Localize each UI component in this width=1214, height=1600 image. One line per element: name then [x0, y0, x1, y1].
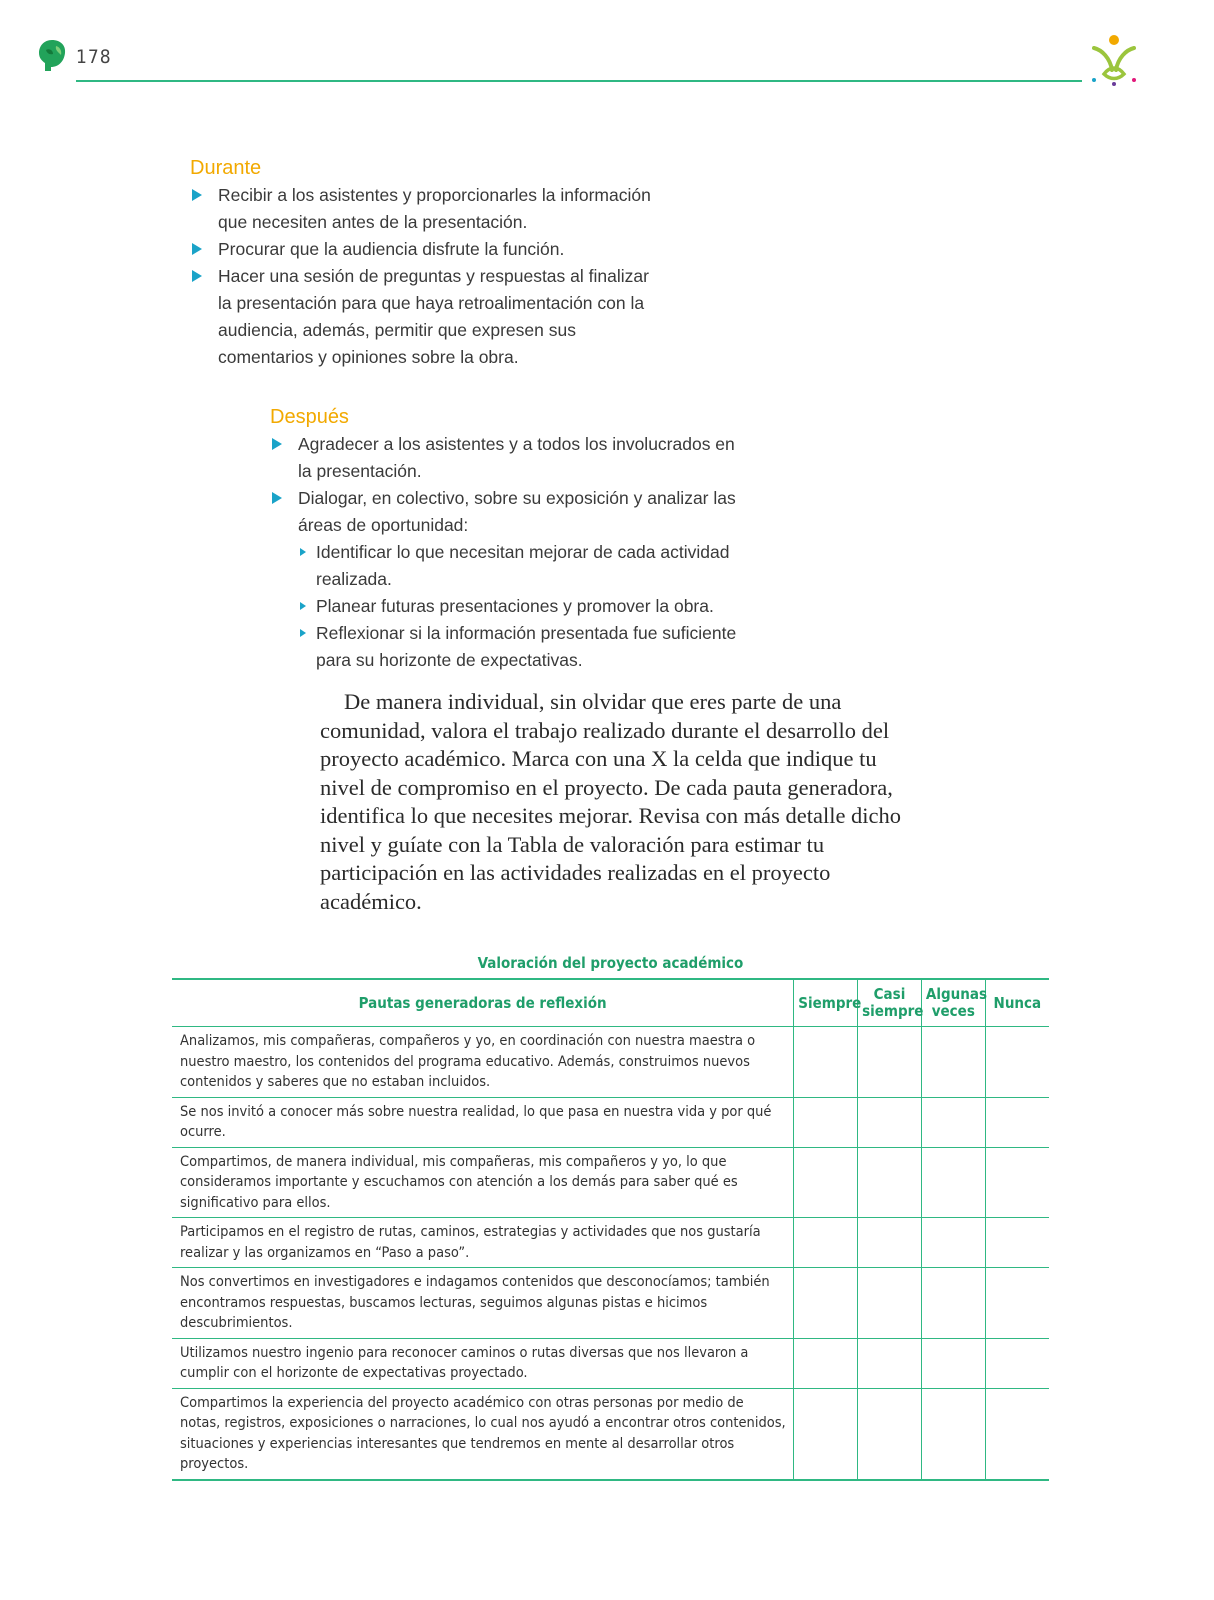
small-bullet-icon — [300, 548, 306, 556]
bullet-icon — [192, 243, 202, 255]
mark-cell-nunca[interactable] — [985, 1388, 1049, 1480]
durante-list — [190, 182, 660, 371]
despues-list — [270, 431, 740, 674]
mark-cell-algunas-veces[interactable] — [921, 1388, 985, 1480]
list-item: Agradecer a los asistentes y a todos los involucrados en la presentación. — [270, 431, 740, 485]
mark-cell-nunca[interactable] — [985, 1097, 1049, 1147]
despues-sublist — [298, 539, 740, 674]
bullet-icon — [192, 189, 202, 201]
table-title: Valoración del proyecto académico — [477, 954, 744, 972]
mark-cell-algunas-veces[interactable] — [921, 1338, 985, 1388]
table-row — [172, 1268, 1049, 1339]
pauta-cell: Analizamos, mis compañeras, compañeros y yo, en coordinación con nuestra maestra o nuestro maestro, los contenidos del programa educativo. Además, construimos nuevos contenidos y saberes que no estaban incluidos. — [172, 1027, 794, 1098]
mark-cell-nunca[interactable] — [985, 1268, 1049, 1339]
mark-cell-algunas-veces[interactable] — [921, 1218, 985, 1268]
column-header-pautas: Pautas generadoras de reflexión — [172, 979, 794, 1027]
mark-cell-siempre[interactable] — [794, 1147, 858, 1218]
pauta-cell: Compartimos la experiencia del proyecto académico con otras personas por medio de notas, registros, exposiciones o narraciones, lo cual nos ayudó a encontrar otros contenidos, situaciones y experiencias interesantes que tendremos en mente al desarrollar otros proyectos. — [172, 1388, 794, 1480]
mark-cell-siempre[interactable] — [794, 1097, 858, 1147]
table-row — [172, 1388, 1049, 1480]
table-row — [172, 1147, 1049, 1218]
bullet-icon — [272, 438, 282, 450]
mark-cell-siempre[interactable] — [794, 1027, 858, 1098]
mark-cell-algunas-veces[interactable] — [921, 1268, 985, 1339]
mark-cell-casi-siempre[interactable] — [858, 1388, 922, 1480]
mark-cell-nunca[interactable] — [985, 1027, 1049, 1098]
list-item: Procurar que la audiencia disfrute la función. — [190, 236, 660, 263]
table-row — [172, 1097, 1049, 1147]
mark-cell-algunas-veces[interactable] — [921, 1097, 985, 1147]
page-header — [0, 0, 1214, 90]
table-row — [172, 1218, 1049, 1268]
table-header-row — [172, 979, 1049, 1027]
list-item: Hacer una sesión de preguntas y respuestas al finalizar la presentación para que haya retroalimentación con la audiencia, además, permitir que expresen sus comentarios y opiniones sobre la obra. — [190, 263, 660, 371]
section-title-despues: Después — [270, 406, 349, 428]
sublist-item: Planear futuras presentaciones y promover la obra. — [298, 593, 740, 620]
small-bullet-icon — [300, 602, 306, 610]
column-header-nunca: Nunca — [985, 979, 1049, 1027]
instructions-paragraph: De manera individual, sin olvidar que eres parte de una comunidad, valora el trabajo realizado durante el desarrollo del proyecto académico. Marca con una X la celda que indique tu nivel de compromiso en el proyecto. De cada pauta generadora, identifica lo que necesites mejorar. Revisa con más detalle dicho nivel y guíate con la Tabla de valoración para estimar tu participación en las actividades realizadas en el proyecto académico. — [320, 689, 902, 914]
mark-cell-casi-siempre[interactable] — [858, 1218, 922, 1268]
green-leaf-head-icon — [36, 38, 68, 74]
table-row — [172, 1027, 1049, 1098]
table-row — [172, 1338, 1049, 1388]
pauta-cell: Utilizamos nuestro ingenio para reconocer caminos o rutas diversas que nos llevaron a cumplir con el horizonte de expectativas proyectado. — [172, 1338, 794, 1388]
mark-cell-casi-siempre[interactable] — [858, 1147, 922, 1218]
mark-cell-siempre[interactable] — [794, 1218, 858, 1268]
section-title-durante: Durante — [190, 157, 262, 179]
valuation-table — [172, 978, 1049, 1481]
pauta-cell: Participamos en el registro de rutas, caminos, estrategias y actividades que nos gustaría realizar y las organizamos en “Paso a paso”. — [172, 1218, 794, 1268]
page-number: 178 — [76, 46, 112, 68]
mark-cell-casi-siempre[interactable] — [858, 1027, 922, 1098]
pauta-cell: Nos convertimos en investigadores e indagamos contenidos que desconocíamos; también encontramos respuestas, buscamos lecturas, seguimos algunas pistas e hicimos descubrimientos. — [172, 1268, 794, 1339]
mark-cell-nunca[interactable] — [985, 1218, 1049, 1268]
mark-cell-siempre[interactable] — [794, 1388, 858, 1480]
mark-cell-nunca[interactable] — [985, 1338, 1049, 1388]
mark-cell-algunas-veces[interactable] — [921, 1027, 985, 1098]
list-item: Dialogar, en colectivo, sobre su exposición y analizar las áreas de oportunidad: Identificar lo que necesitan mejorar de cada actividad realizada. Planear futuras presentaciones y promover la obra. Reflexionar si la información presentada fue suficiente para su horizonte de expectativas. — [270, 485, 740, 674]
column-header-algunas-veces: Algunas veces — [921, 979, 985, 1027]
column-header-casi-siempre: Casi siempre — [858, 979, 922, 1027]
mark-cell-casi-siempre[interactable] — [858, 1338, 922, 1388]
list-item: Recibir a los asistentes y proporcionarles la información que necesiten antes de la presentación. — [190, 182, 660, 236]
sublist-item: Identificar lo que necesitan mejorar de cada actividad realizada. — [298, 539, 740, 593]
sublist-item: Reflexionar si la información presentada fue suficiente para su horizonte de expectativas. — [298, 620, 740, 674]
colorful-person-logo — [1088, 30, 1140, 88]
mark-cell-nunca[interactable] — [985, 1147, 1049, 1218]
small-bullet-icon — [300, 629, 306, 637]
header-rule — [76, 80, 1082, 82]
bullet-icon — [192, 270, 202, 282]
mark-cell-siempre[interactable] — [794, 1338, 858, 1388]
mark-cell-algunas-veces[interactable] — [921, 1147, 985, 1218]
pauta-cell: Se nos invitó a conocer más sobre nuestra realidad, lo que pasa en nuestra vida y por qué ocurre. — [172, 1097, 794, 1147]
mark-cell-casi-siempre[interactable] — [858, 1097, 922, 1147]
bullet-icon — [272, 492, 282, 504]
column-header-siempre: Siempre — [794, 979, 858, 1027]
pauta-cell: Compartimos, de manera individual, mis compañeras, mis compañeros y yo, lo que consideramos importante y escuchamos con atención a los demás para saber qué es significativo para ellos. — [172, 1147, 794, 1218]
mark-cell-casi-siempre[interactable] — [858, 1268, 922, 1339]
mark-cell-siempre[interactable] — [794, 1268, 858, 1339]
